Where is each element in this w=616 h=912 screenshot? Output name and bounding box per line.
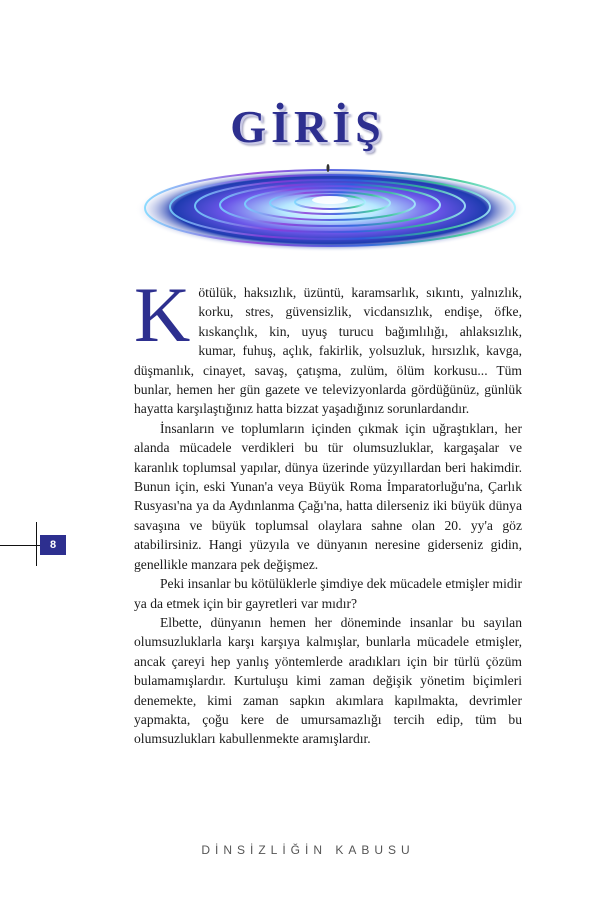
- running-footer: DİNSİZLİĞİN KABUSU: [201, 843, 415, 857]
- paragraph-1: Kötülük, haksızlık, üzüntü, karamsarlık, sıkıntı, yalnızlık, korku, stres, güvensizlik, vicdansızlık, endişe, öfke, kıskançlık, kin, uyuş turucu bağımlılığı, ahlaksızlık, kumar, fuhuş, açlık, fakirlik, yolsuzluk, hırsızlık, kavga, düşmanlık, cinayet, savaş, çatışma, zulüm, ölüm korkusu... Tüm bunlar, hemen her gün gazete ve televizyonlarda gördüğünüz, günlük hayatta karşılaştığınız hatta bizzat yaşadığınız sorunlardandır.: [134, 271, 522, 417]
- paragraph-4: Elbette, dünyanın hemen her döneminde insanlar bu sayılan olumsuzluklarla karşı karşıya kalmışlar, bunlarla mücadele etmişler, ancak çareyi hep yanlış yöntemlerde aradıkları için bir türlü çözüm bulamamışlardır. Kurtuluşu kimi zaman değişik yönetim biçimleri denemekte, kimi zaman sapkın akımlara kapılmakta, devrimler yapmakta, çoğu kere de umursamazlığı tercih edip, tüm bu olumsuzlukları kabullenmekte aramışlardır.: [134, 614, 522, 747]
- page-number: 8: [40, 535, 66, 555]
- page-marker-line-vertical: [36, 522, 37, 566]
- paragraph-3: Peki insanlar bu kötülüklerle şimdiye dek mücadele etmişler midir ya da etmek için bir gayretleri var mıdır?: [134, 576, 522, 611]
- drop-cap: K: [134, 271, 191, 358]
- paragraph-2: İnsanların ve toplumların içinden çıkmak için uğraştıkları, her alanda mücadele verdikleri bu tür olumsuzluklar, kargaşalar ve karanlık toplumsal yapılar, dünya üzerinde yüzyıllardan beri hakimdir. Bunun için, eski Yunan'a veya Büyük Roma İmparatorluğu'na, Çarlık Rusyası'na ya da Aydınlanma Çağı'na, hatta dilerseniz iki büyük dünya savaşına ve büyük toplumsal olaylara sahne olan 20. yy'a göz atabilirsiniz. Hangi yüzyıla ve dünyanın neresine giderseniz gidin, genellikle manzara pek değişmez.: [134, 420, 522, 572]
- chapter-title: GİRİŞ: [230, 101, 386, 152]
- ripple-swirl-illustration: [130, 150, 530, 265]
- body-text: [134, 271, 522, 749]
